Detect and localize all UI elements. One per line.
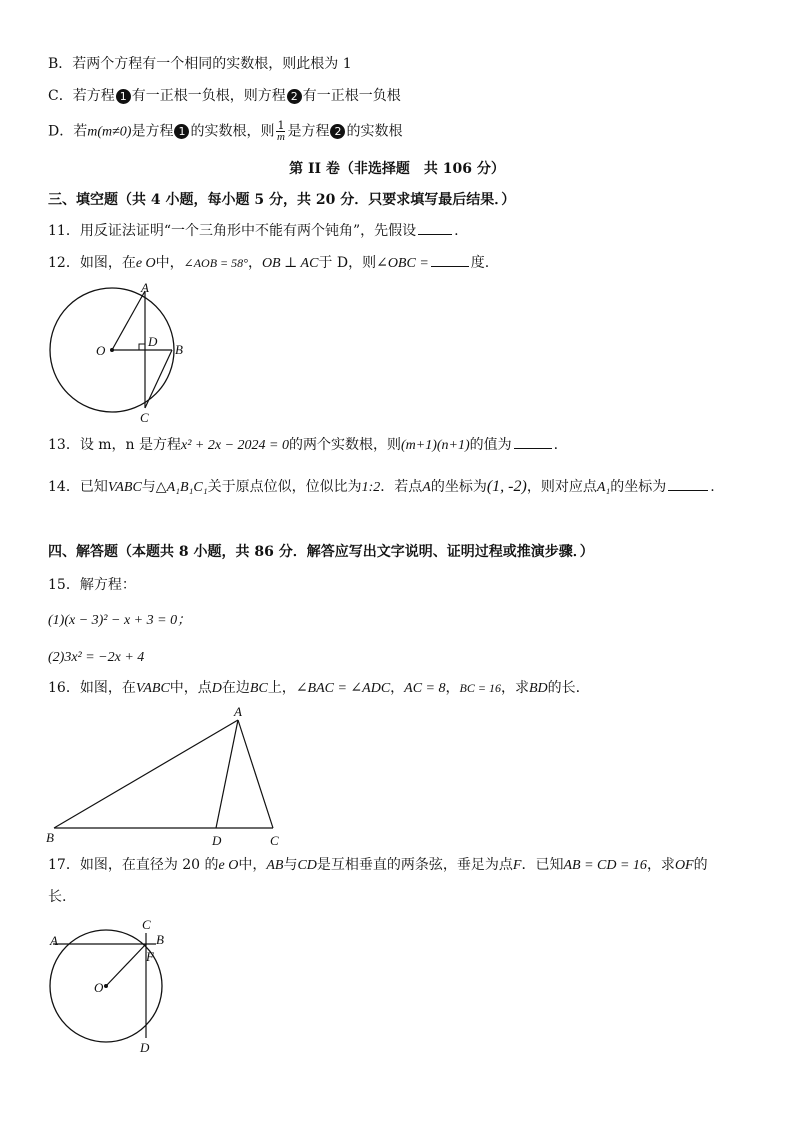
q14-point-a1: A₁ [596,480,611,495]
option-c-mid: 有一正根一负根，则方程 [131,88,286,104]
q12-mid2: ， [247,255,262,271]
q17-of: OF [674,858,694,873]
option-d-m: m(m≠0) [87,124,132,140]
q17-mid3: 是互相垂直的两条弦，垂足为点 [316,857,513,873]
fraction-denominator: m [276,131,285,143]
q16-mid2: 在边 [221,680,250,696]
option-d-end: 的实数根 [346,123,403,140]
q17-pre: 17．如图，在直径为 20 的 [48,857,219,873]
q14-mid4: 的坐标为 [430,479,487,495]
option-d-suffix: 是方程 [287,123,330,140]
q16-end: ，求 [500,680,529,696]
q14-end: 的坐标为 [610,479,667,495]
option-c-suffix: 有一正根一负根 [302,88,401,104]
answer-blank[interactable] [514,434,552,449]
q16-angle: ∠BAC = ∠ADC [295,681,391,696]
option-d [48,120,402,143]
fig12-label-c: C [140,410,149,422]
fig12-segment-bc [145,350,172,408]
fig16-segment-ac [238,720,273,828]
fig12-segment-oa [112,291,145,350]
q14-ratio: 1:2 [361,480,381,495]
fig17-label-b: B [156,932,164,947]
fig12-label-d: D [148,334,158,349]
q17-chord-ab: AB [266,858,284,873]
fig16-label-b: B [46,830,54,845]
fig17-segment-of [106,944,146,986]
q14-mid: 与 [141,479,156,495]
part-two-title: 第 II 卷（非选择题 共 106 分） [289,161,505,177]
fig17-label-d: D [140,1040,150,1055]
q14-mid3: ．若点 [380,479,423,495]
fig17-label-a: A [50,933,58,948]
figure-16-triangle [44,702,294,852]
circled-one-icon: 1 [116,89,131,104]
question-15-title: 15．解方程： [48,577,136,593]
q17-mid: 中， [238,857,267,873]
q16-mid: 中，点 [169,680,212,696]
q16-point-d: D [211,681,222,696]
q16-tail: 的长. [547,680,581,696]
q14-triangle-a1b1c1: △A₁B₁C₁ [155,480,208,495]
q12-pre: 12．如图，在 [48,255,136,271]
q13-tail: . [553,437,559,453]
q13-pre: 13．设 m，n 是方程 [48,437,182,453]
fig12-label-a: A [141,282,149,295]
question-15-part1: (1)(x − 3)² − x + 3 = 0； [48,613,192,628]
section-four-heading: 四、解答题（本题共 8 小题，共 86 分．解答应写出文字说明、证明过程或推演步骤．） [48,544,594,560]
fig16-label-c: C [270,833,279,848]
fig17-label-o: O [94,980,104,995]
q14-point-a: A [422,480,431,495]
q12-angle: ∠AOB = 58° [183,256,248,270]
q16-side-bc: BC [249,681,268,696]
fig16-label-a: A [234,704,242,719]
q12-mid3: 于 D，则 [318,255,377,271]
q16-mid3: 上， [267,680,296,696]
q16-triangle: VABC [135,681,170,696]
q14-triangle-abc: VABC [107,480,142,495]
fig17-label-f: F [146,949,154,964]
fig17-center-dot [104,984,108,988]
fig12-label-o: O [96,343,106,358]
q13-expression: (m+1)(n+1) [400,438,470,453]
q11-text: 11．用反证法证明“一个三角形中不能有两个钝角”，先假设 [48,223,417,239]
question-17-line2: 长. [48,889,67,905]
option-c-prefix: C．若方程 [48,88,115,104]
q14-mid5: ，则对应点 [526,479,597,495]
question-11 [48,220,459,241]
q17-chord-cd: CD [297,858,317,873]
circled-two-icon: 2 [287,89,302,104]
q16-comma: ， [445,680,460,696]
circle-o-symbol: e O [218,858,239,873]
right-angle-mark [139,344,145,350]
q17-equation: AB = CD = 16 [563,858,647,873]
option-d-mid: 是方程 [131,123,174,140]
q17-mid2: 与 [283,857,298,873]
answer-blank[interactable] [668,476,708,491]
q16-bd: BD [528,681,548,696]
answer-blank[interactable] [431,252,469,267]
section-three-heading: 三、填空题（共 4 小题，每小题 5 分，共 20 分．只要求填写最后结果．） [48,192,516,208]
q13-end: 的值为 [469,437,512,453]
question-14 [48,476,715,498]
q17-mid5: ，求 [646,857,675,873]
q12-mid: 中， [155,255,184,271]
q12-end: 度. [470,255,490,271]
fig16-segment-ab [54,720,238,828]
fig12-center-dot [110,348,114,352]
q13-mid: 的两个实数根，则 [288,437,401,453]
figure-12-circle [44,282,194,422]
circle-o-symbol: e O [135,256,156,271]
q12-perp: OB ⊥ AC [261,256,319,271]
figure-17-circle [44,914,174,1056]
circled-two-icon: 2 [330,124,345,139]
q11-end: . [454,223,459,239]
fig16-label-d: D [212,833,222,848]
option-d-mid2: 的实数根，则 [190,123,275,140]
q14-tail: . [710,479,715,495]
q16-pre: 16．如图，在 [48,680,136,696]
answer-blank[interactable] [418,220,452,235]
q12-ask: ∠OBC = [376,256,429,271]
fig16-segment-ad [216,720,238,828]
q17-end: 的 [693,857,708,873]
fig17-label-c: C [142,917,151,932]
q14-mid2: 关于原点位似，位似比为 [207,479,362,495]
option-b: B．若两个方程有一个相同的实数根，则此根为 1 [48,56,352,72]
q16-comma: ， [390,680,405,696]
option-d-prefix: D．若 [48,123,88,140]
question-13 [48,434,558,456]
circled-one-icon: 1 [174,124,189,139]
question-17 [48,855,708,876]
fig12-label-b: B [175,342,183,357]
q13-equation: x² + 2x − 2024 = 0 [181,438,289,453]
question-16 [48,678,580,699]
question-15-part2: (2)3x² = −2x + 4 [48,650,145,665]
q17-mid4: ．已知 [521,857,564,873]
fraction-one-over-m [276,120,285,143]
q16-bc-value: BC = 16 [459,681,501,695]
q16-ac: AC = 8 [404,681,446,696]
fraction-numerator: 1 [277,119,285,132]
q14-pre: 14．已知 [48,479,108,495]
question-12 [48,252,489,274]
q14-coordinate: (1, -2) [486,478,527,495]
option-c [48,86,401,106]
q17-point-f: F [512,858,522,873]
